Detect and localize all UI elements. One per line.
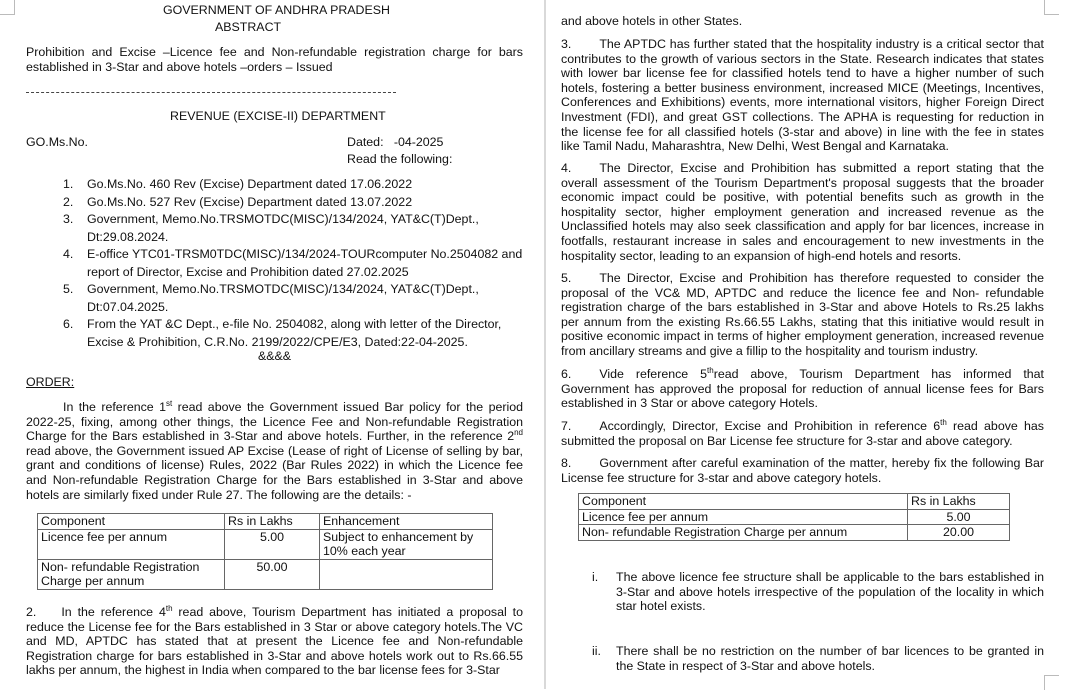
table-row — [38, 529, 493, 559]
table-header-cell: Rs in Lakhs — [908, 494, 1010, 510]
order-paragraph: In the reference 1st read above the Government issued Bar policy for the period 2022-25, fixing, among other things, the Licence Fee and Non-refundable Registration Charge for the Bars established in 3-Star and above hotels. Further, in the reference 2nd read above, the Government issued AP Excise (Lease of right of License of selling by bar, grant and conditions of license) Rules, 2022 (Bar Rules 2022) in which the Licence fee and Non-refundable Registration Charge for the Bars established in 3-Star and above hotels are similarly fixed under Rule 27. The following are the details: - — [26, 398, 524, 502]
paragraph-7: 7. Accordingly, Director, Excise and Prohibition in reference 6th read above has submitted the proposal on Bar License fee structure for 3-star and above category. — [561, 417, 1044, 448]
table-cell: 50.00 — [225, 559, 320, 589]
condition-item: ii. There shall be no restriction on the number of bar licences to be granted in the State in respect of 3-Star and above hotels. — [592, 644, 1044, 673]
reference-item: 4. E-office YTC01-TRSM0TDC(MISC)/134/2024-TOURcomputer No.2504082 and report of Director, Excise and Prohibition dated 27.02.2025 — [63, 247, 523, 279]
continuation-text: and above hotels in other States. — [561, 14, 743, 28]
paragraph-3: 3. The APTDC has further stated that the hospitality industry is a critical sector that contributes to the growth of various sectors in the State. Research indicates that states with lower bar license fee for classified hotels tend to have a higher number of such hotels, fostering a better business environment, increased MICE (Meetings, Incentives, Conferences and Exhibitions) events, more international visitors, higher Foreign Direct Investment (FDI), and great GST collections. The APHA is requesting for reduction in the license fee for all classified hotels (3-star and above) in line with the fee in states like Tamil Nadu, Maharashtra, New Delhi, West Bengal and Karnataka. — [561, 37, 1044, 154]
page-corner-mark — [0, 0, 15, 15]
go-date: Dated: -04-2025 — [347, 135, 444, 149]
table-header-cell: Rs in Lakhs — [225, 514, 320, 530]
table-cell: 5.00 — [908, 509, 1010, 525]
table-cell: Non- refundable Registration Charge per annum — [579, 525, 908, 541]
table-cell: Non- refundable Registration Charge per annum — [38, 559, 225, 589]
read-following-label: Read the following: — [347, 152, 453, 166]
table-cell: 5.00 — [225, 529, 320, 559]
table-header-cell: Component — [38, 514, 225, 530]
table-header-row — [38, 514, 493, 530]
references-list — [63, 176, 523, 351]
reference-item: 6. From the YAT &C Dept., e-file No. 2504082, along with letter of the Director, Excise & Prohibition, C.R.No. 2199/2022/CPE/E3, Dated:22-04-2025. — [63, 317, 502, 349]
table-cell: Subject to enhancement by 10% each year — [320, 529, 493, 559]
government-title: GOVERNMENT OF ANDHRA PRADESH — [163, 3, 390, 17]
order-heading: ORDER: — [26, 375, 75, 389]
table-row — [579, 525, 1010, 541]
revised-fee-table — [578, 493, 1010, 541]
separator-symbols: &&&& — [258, 349, 292, 363]
paragraph-2: 2. In the reference 4th read above, Tourism Department has initiated a proposal to reduce the License fee for the Bars established in 3 Star or above category hotels.The VC and MD, APTDC has stated that at present the Licence fee and Non-refundable Registration charge for bars established in 3-Star and above hotels work out to Rs.66.55 lakhs per annum, the highest in India when compared to the bar license fees for 3-Star — [26, 603, 523, 678]
go-number: GO.Ms.No. — [26, 135, 88, 149]
paragraph-5: 5. The Director, Excise and Prohibition has therefore requested to consider the proposal of the VC& MD, APTDC and reduce the licence fee and Non- refundable registration charge of the bars established in 3-Star and above Hotels to Rs.25 lakhs per annum from the existing Rs.66.55 Lakhs, stating that this initiative would result in positive economic impact in terms of higher employment generation, increased revenue from ancillary streams and give a fillip to the hospitality and tourism industry. — [561, 271, 1044, 358]
separator-line — [26, 92, 396, 93]
paragraph-4: 4. The Director, Excise and Prohibition has submitted a report stating that the overall assessment of the Tourism Department's proposal suggests that the broader economic impact could be positive, with potential benefits such as growth in the hospitality sector, higher employment generation and increased revenue as the Unclassified hotels may also seek classification and apply for bar licences, increase in footfalls, restaurant increase in sales and encouragement to new investments in the hospitality sector, leading to an expansion of high-end hotels and resorts. — [561, 161, 1044, 263]
table-header-cell: Enhancement — [320, 514, 493, 530]
paragraph-6: 6. Vide reference 5thread above, Tourism Department has informed that Government has approved the proposal for reduction of annual license fees for Bars established in 3 Star or above category Hotels. — [561, 365, 1048, 411]
page-corner-mark — [1044, 675, 1059, 690]
page-corner-mark — [1044, 0, 1059, 15]
table-cell: 20.00 — [908, 525, 1010, 541]
existing-fee-table — [37, 513, 493, 590]
table-header-cell: Component — [579, 494, 908, 510]
condition-item: i. The above licence fee structure shall be applicable to the bars established in 3-Star and above hotels irrespective of the population of the locality in which star hotel exists. — [592, 570, 1044, 614]
table-header-row — [579, 494, 1010, 510]
subject-line: Prohibition and Excise –Licence fee and Non-refundable registration charge for bars established in 3-Star and above hotels –orders – Issued — [26, 45, 523, 74]
reference-item: 1. Go.Ms.No. 460 Rev (Excise) Department dated 17.06.2022 — [63, 177, 413, 191]
table-cell — [320, 559, 493, 589]
abstract-heading: ABSTRACT — [215, 20, 282, 34]
right-page — [546, 0, 1066, 689]
table-row — [38, 559, 493, 589]
paragraph-8: 8. Government after careful examination of the matter, hereby fix the following Bar License fee structure for 3-star and above category hotels. — [561, 456, 1044, 485]
reference-item: 5. Government, Memo.No.TRSMOTDC(MISC)/134/2024, YAT&C(T)Dept., Dt:07.04.2025. — [63, 282, 479, 314]
reference-item: 3. Government, Memo.No.TRSMOTDC(MISC)/134/2024, YAT&C(T)Dept., Dt:29.08.2024. — [63, 212, 479, 244]
reference-item: 2. Go.Ms.No. 527 Rev (Excise) Department dated 13.07.2022 — [63, 194, 413, 209]
department-heading: REVENUE (EXCISE-II) DEPARTMENT — [170, 109, 386, 123]
table-row — [579, 509, 1010, 525]
table-cell: Licence fee per annum — [579, 509, 908, 525]
table-cell: Licence fee per annum — [38, 529, 225, 559]
